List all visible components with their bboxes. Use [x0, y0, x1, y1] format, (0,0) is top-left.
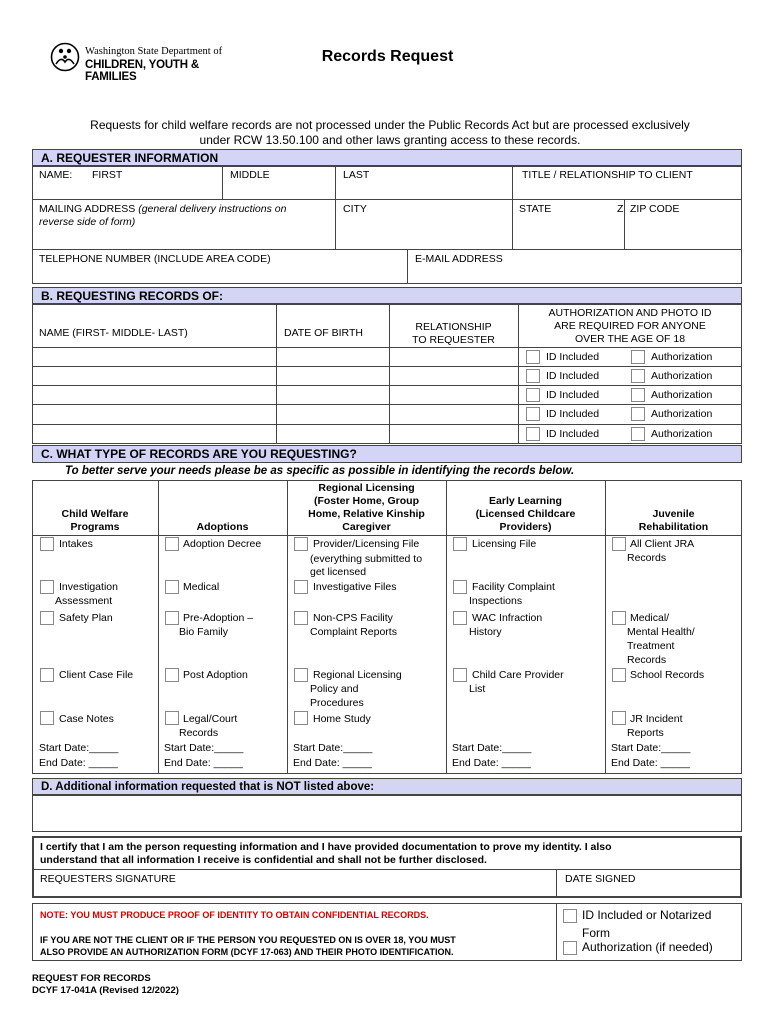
id-included-label: ID Included: [546, 389, 600, 401]
authorization-note-line-2: ALSO PROVIDE AN AUTHORIZATION FORM (DCYF 17-063) AND THEIR PHOTO IDENTIFICATION.: [40, 947, 454, 957]
intro-line-2: under RCW 13.50.100 and other laws granting access to these records.: [199, 133, 581, 147]
investigative-files-label: Investigative Files: [313, 581, 397, 593]
state-field[interactable]: STATE: [519, 203, 552, 215]
wac-infraction-label: WAC Infraction: [472, 612, 543, 624]
regional-licensing-policy-label-2: Policy and: [310, 683, 359, 695]
home-study-label: Home Study: [313, 713, 371, 725]
facility-complaint-label: Facility Complaint: [472, 581, 555, 593]
wac-infraction-label-2: History: [469, 626, 502, 638]
id-included-checkbox[interactable]: [526, 407, 540, 421]
case-notes-label: Case Notes: [59, 713, 114, 725]
all-client-jra-checkbox[interactable]: [612, 537, 626, 551]
pre-adoption-label: Pre-Adoption –: [183, 612, 254, 624]
records-name-column: NAME (FIRST- MIDDLE- LAST): [39, 327, 188, 339]
relationship-column-line-2: TO REQUESTER: [412, 334, 495, 346]
col-juvenile-header-line-2: Rehabilitation: [638, 521, 709, 533]
investigative-files-checkbox[interactable]: [294, 580, 308, 594]
col-adoptions-header: Adoptions: [196, 521, 249, 533]
end-date-field[interactable]: End Date: _____: [39, 757, 118, 769]
provider-licensing-file-label-2: (everything submitted to: [310, 553, 423, 565]
footer-form-name: REQUEST FOR RECORDS: [32, 973, 151, 984]
additional-info-field[interactable]: [32, 794, 742, 832]
jr-incident-label-2: Reports: [627, 727, 664, 739]
child-care-provider-checkbox[interactable]: [453, 668, 467, 682]
non-cps-facility-label: Non-CPS Facility: [313, 612, 393, 624]
regional-licensing-policy-label: Regional Licensing: [313, 669, 402, 681]
start-date-field[interactable]: Start Date:_____: [164, 742, 244, 754]
medical-mental-health-label-3: Treatment: [627, 640, 675, 652]
name-label: NAME:: [39, 169, 73, 181]
id-included-label: ID Included: [546, 370, 600, 382]
col-regional-licensing-header-line-2: (Foster Home, Group: [313, 495, 419, 507]
id-included-checkbox[interactable]: [526, 427, 540, 441]
certify-statement-line-2: understand that all information I receive is confidential and shall not be further disclosed.: [40, 854, 487, 866]
investigation-label-2: Assessment: [55, 595, 113, 607]
col-regional-licensing-header: [287, 482, 446, 534]
end-date-field[interactable]: End Date: _____: [293, 757, 372, 769]
footer-form-number: DCYF 17-041A (Revised 12/2022): [32, 985, 179, 996]
authorization-label: Authorization: [651, 428, 713, 440]
state-z-mark: Z: [617, 203, 624, 215]
authorization-checkbox[interactable]: [631, 369, 645, 383]
end-date-field[interactable]: End Date: _____: [164, 757, 243, 769]
child-care-provider-label-2: List: [469, 683, 486, 695]
legal-court-checkbox[interactable]: [165, 711, 179, 725]
end-date-field[interactable]: End Date: _____: [452, 757, 531, 769]
safety-plan-checkbox[interactable]: [40, 611, 54, 625]
date-signed-field[interactable]: DATE SIGNED: [565, 873, 636, 885]
provider-licensing-file-label-3: get licensed: [310, 566, 367, 578]
school-records-checkbox[interactable]: [612, 668, 626, 682]
all-client-jra-label: All Client JRA: [630, 538, 695, 550]
legal-court-label: Legal/Court: [183, 713, 238, 725]
authorization-label: Authorization: [651, 370, 713, 382]
authorization-if-needed-checkbox[interactable]: [563, 941, 577, 955]
id-included-checkbox[interactable]: [526, 388, 540, 402]
id-included-checkbox[interactable]: [526, 369, 540, 383]
regional-licensing-policy-label-3: Procedures: [310, 697, 364, 709]
intakes-checkbox[interactable]: [40, 537, 54, 551]
legal-court-label-2: Records: [179, 727, 219, 739]
end-date-field[interactable]: End Date: _____: [611, 757, 690, 769]
provider-licensing-file-checkbox[interactable]: [294, 537, 308, 551]
middle-name-field[interactable]: MIDDLE: [230, 169, 270, 181]
medical-mental-health-checkbox[interactable]: [612, 611, 626, 625]
regional-licensing-policy-checkbox[interactable]: [294, 668, 308, 682]
col-child-welfare-header-line-1: Child Welfare: [61, 508, 129, 520]
dob-column: DATE OF BIRTH: [284, 327, 363, 339]
start-date-field[interactable]: Start Date:_____: [293, 742, 373, 754]
medical-mental-health-label-2: Mental Health/: [627, 626, 695, 638]
investigation-checkbox[interactable]: [40, 580, 54, 594]
authorization-if-needed-label: Authorization (if needed): [582, 940, 713, 954]
client-case-file-label: Client Case File: [59, 669, 134, 681]
intro-text: [40, 118, 740, 148]
start-date-field[interactable]: Start Date:_____: [611, 742, 691, 754]
page-title: Records Request: [321, 48, 454, 65]
email-field[interactable]: E-MAIL ADDRESS: [415, 253, 503, 265]
post-adoption-checkbox[interactable]: [165, 668, 179, 682]
authorization-note-line-1: IF YOU ARE NOT THE CLIENT OR IF THE PERSON YOU REQUESTED ON IS OVER 18, YOU MUST: [40, 935, 456, 945]
id-included-label: ID Included: [546, 428, 600, 440]
id-notarized-label: ID Included or Notarized: [582, 908, 712, 922]
authorization-checkbox[interactable]: [631, 407, 645, 421]
signature-field[interactable]: REQUESTERS SIGNATURE: [40, 873, 176, 885]
jr-incident-label: JR Incident: [630, 713, 683, 725]
col-regional-licensing-header-line-3: Home, Relative Kinship: [308, 508, 425, 520]
city-field[interactable]: CITY: [343, 203, 367, 215]
non-cps-facility-checkbox[interactable]: [294, 611, 308, 625]
col-juvenile-header-line-1: Juvenile: [652, 508, 695, 520]
facility-complaint-label-2: Inspections: [469, 595, 523, 607]
family-emblem-icon: [50, 42, 80, 72]
mailing-address-note-2: reverse side of form): [39, 216, 136, 228]
authorization-checkbox[interactable]: [631, 388, 645, 402]
non-cps-facility-label-2: Complaint Reports: [310, 626, 397, 638]
last-name-field[interactable]: LAST: [343, 169, 370, 181]
case-notes-checkbox[interactable]: [40, 711, 54, 725]
first-name-field[interactable]: FIRST: [92, 169, 123, 181]
col-early-learning-header-line-1: Early Learning: [489, 495, 562, 507]
provider-licensing-file-label: Provider/Licensing File: [313, 538, 420, 550]
relationship-column: [389, 321, 518, 347]
licensing-file-checkbox[interactable]: [453, 537, 467, 551]
all-client-jra-label-2: Records: [627, 552, 667, 564]
post-adoption-label: Post Adoption: [183, 669, 248, 681]
safety-plan-label: Safety Plan: [59, 612, 113, 624]
wac-infraction-checkbox[interactable]: [453, 611, 467, 625]
authorization-column-line-1: AUTHORIZATION AND PHOTO ID: [548, 307, 712, 319]
medical-checkbox[interactable]: [165, 580, 179, 594]
school-records-label: School Records: [630, 669, 705, 681]
col-child-welfare-header: [32, 508, 158, 534]
section-b-header: B. REQUESTING RECORDS OF:: [32, 287, 742, 305]
dcyf-logo: [50, 42, 240, 83]
authorization-checkbox[interactable]: [631, 350, 645, 364]
col-early-learning-header-line-2: (Licensed Childcare: [475, 508, 576, 520]
logo-department-line: CHILDREN, YOUTH & FAMILIES: [85, 59, 199, 83]
medical-mental-health-label: Medical/: [630, 612, 670, 624]
relationship-column-line-1: RELATIONSHIP: [415, 321, 492, 333]
col-regional-licensing-header-line-1: Regional Licensing: [318, 482, 415, 494]
form-label: Form: [582, 926, 610, 940]
section-d-header: D. Additional information requested that is NOT listed above:: [32, 778, 742, 796]
section-a-header: A. REQUESTER INFORMATION: [32, 149, 742, 167]
mailing-address-note: (general delivery instructions on: [138, 203, 287, 215]
mailing-address-label: MAILING ADDRESS: [39, 203, 136, 215]
home-study-checkbox[interactable]: [294, 711, 308, 725]
facility-complaint-checkbox[interactable]: [453, 580, 467, 594]
certify-statement-line-1: I certify that I am the person requesting information and I have provided documentation to prove my identity. I also: [40, 841, 612, 853]
medical-mental-health-label-4: Records: [627, 654, 667, 666]
id-included-label: ID Included: [546, 351, 600, 363]
footer-form-id: [32, 973, 179, 997]
intro-line-1: Requests for child welfare records are not processed under the Public Records Act but are processed exclusively: [90, 118, 690, 132]
identity-note: NOTE: YOU MUST PRODUCE PROOF OF IDENTITY TO OBTAIN CONFIDENTIAL RECORDS.: [40, 910, 429, 920]
investigation-label: Investigation: [59, 581, 118, 593]
col-juvenile-header: [605, 508, 742, 534]
mailing-address-field[interactable]: [39, 203, 329, 229]
authorization-column: [518, 307, 742, 346]
id-included-checkbox[interactable]: [526, 350, 540, 364]
client-case-file-checkbox[interactable]: [40, 668, 54, 682]
start-date-field[interactable]: Start Date:_____: [39, 742, 119, 754]
id-notarized-checkbox[interactable]: [563, 909, 577, 923]
authorization-label: Authorization: [651, 351, 713, 363]
medical-label: Medical: [183, 581, 220, 593]
licensing-file-label: Licensing File: [472, 538, 537, 550]
authorization-label: Authorization: [651, 408, 713, 420]
pre-adoption-checkbox[interactable]: [165, 611, 179, 625]
authorization-checkbox[interactable]: [631, 427, 645, 441]
id-included-label: ID Included: [546, 408, 600, 420]
authorization-label: Authorization: [651, 389, 713, 401]
adoption-decree-checkbox[interactable]: [165, 537, 179, 551]
pre-adoption-label-2: Bio Family: [179, 626, 229, 638]
zip-code-field[interactable]: ZIP CODE: [630, 203, 680, 215]
intakes-label: Intakes: [59, 538, 93, 550]
col-early-learning-header: [446, 495, 605, 534]
logo-agency-line: Washington State Department of: [85, 46, 223, 57]
telephone-field[interactable]: TELEPHONE NUMBER (INCLUDE AREA CODE): [39, 253, 271, 265]
col-child-welfare-header-line-2: Programs: [70, 521, 120, 533]
authorization-note: [40, 934, 456, 958]
col-regional-licensing-header-line-4: Caregiver: [342, 521, 391, 533]
certify-statement: [40, 841, 740, 867]
start-date-field[interactable]: Start Date:_____: [452, 742, 532, 754]
col-early-learning-header-line-3: Providers): [499, 521, 552, 533]
authorization-column-line-3: OVER THE AGE OF 18: [574, 333, 686, 345]
jr-incident-checkbox[interactable]: [612, 711, 626, 725]
child-care-provider-label: Child Care Provider: [472, 669, 564, 681]
authorization-column-line-2: ARE REQUIRED FOR ANYONE: [554, 320, 706, 332]
section-c-header: C. WHAT TYPE OF RECORDS ARE YOU REQUESTING?: [32, 445, 742, 463]
section-c-subheading: To better serve your needs please be as specific as possible in identifying the records below.: [65, 465, 575, 477]
adoption-decree-label: Adoption Decree: [183, 538, 262, 550]
title-relationship-field[interactable]: TITLE / RELATIONSHIP TO CLIENT: [522, 169, 693, 181]
